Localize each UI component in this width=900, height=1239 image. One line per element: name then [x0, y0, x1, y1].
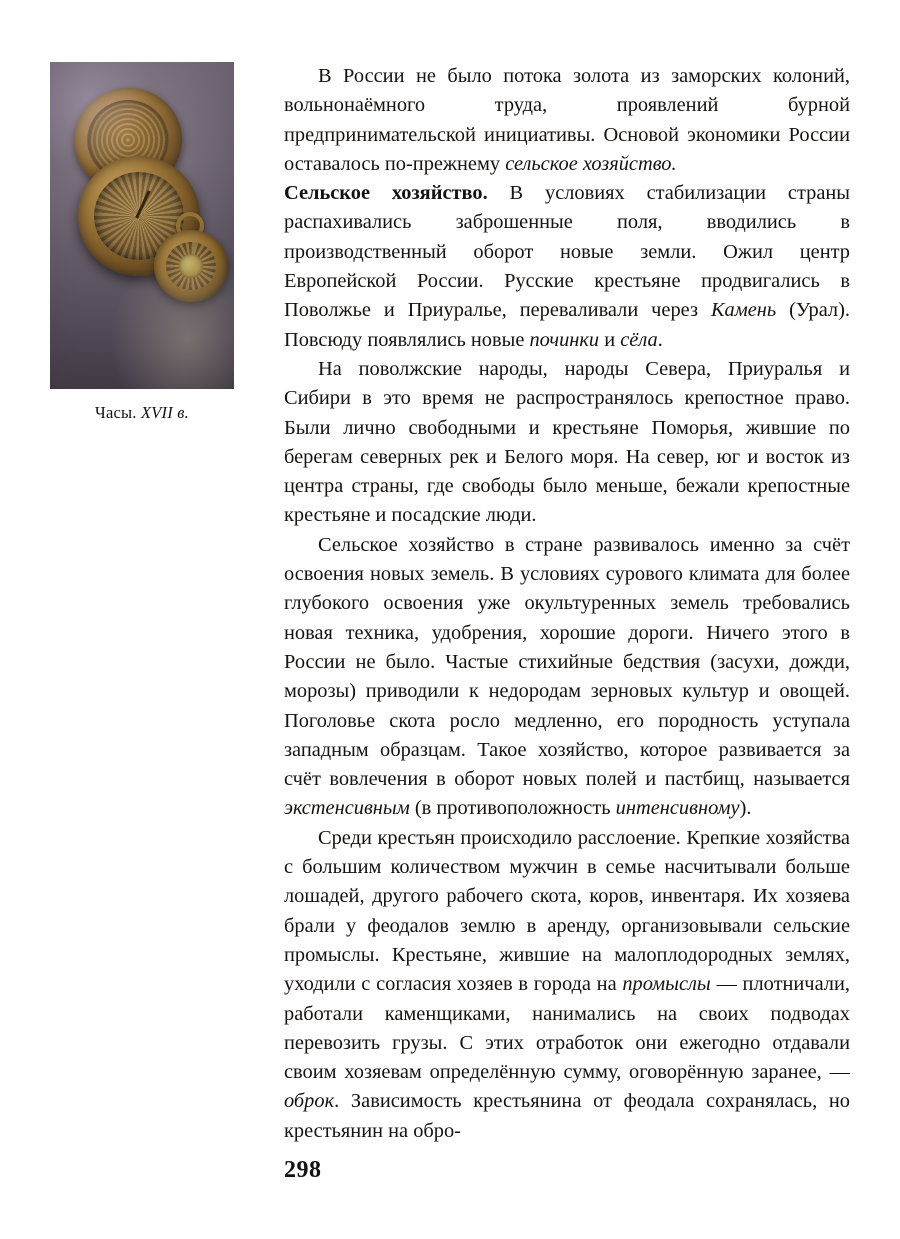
figure-caption-main: Часы. — [95, 403, 137, 422]
body-paragraph — [284, 824, 850, 1146]
text-run: Сельское хозяйство в стране развивалось именно за счёт освоения новых земель. В условиях сурового климата для более глубокого освоения уже окультуренных земель требовались новая техника, удобрения, хорошие дороги. Ничего этого в России не было. Частые стихийные бедствия (засухи, дожди, морозы) приводили к недородам зерновых культур и овощей. Поголовье скота росло медленно, его породность уступала западным образцам. Такое хозяйство, которое развивается за счёт вовлечения в оборот новых полей и пастбищ, называется — [284, 533, 850, 791]
page-number: 298 — [284, 1157, 322, 1183]
emphasised-term: промыслы — [622, 973, 711, 996]
text-run: На поволжские народы, народы Севера, Приуралья и Сибири в это время не распространялось крепостное право. Были лично свободными и крестьяне Поморья, жившие по берегам северных рек и Белого моря. На север, юг и восток из центра страны, где свободы было меньше, бежали крепостные крестьяне и посадские люди. — [284, 357, 850, 527]
pocket-watch-image — [50, 62, 234, 389]
emphasised-term: починки — [529, 328, 600, 351]
body-paragraph — [284, 355, 850, 531]
body-paragraph — [284, 179, 850, 355]
emphasised-term: сёла — [620, 328, 658, 351]
emphasised-term: экстенсивным — [284, 797, 410, 820]
text-run: . Зависимость крестьянина от феодала сохранялась, но крестьянин на обро- — [284, 1090, 850, 1142]
text-run: ). — [739, 797, 752, 820]
watch-filigree-shape — [154, 230, 228, 302]
emphasised-term: оброк — [284, 1090, 335, 1113]
figure-caption — [50, 403, 234, 423]
emphasised-term: сельское хозяйство. — [505, 152, 677, 175]
text-run: — плотничали, работали каменщиками, нанимались на своих подводах перевозить грузы. С этих отработок они ежегодно отдавали своим хозяевам определённую сумму, оговорённую заранее, — — [284, 973, 850, 1084]
text-run: В условиях стабилизации страны распахивались заброшенные поля, вводились в производственный оборот новые земли. Ожил центр Европейской России. Русские крестьяне продвигались в Поволжье и Приуралье, переваливали через — [284, 182, 850, 322]
text-run: (в противоположность — [409, 797, 616, 820]
text-run: и — [599, 328, 621, 351]
text-run: Среди крестьян происходило расслоение. Крепкие хозяйства с большим количеством мужчин в семье насчитывали больше лошадей, другого рабочего скота, коров, инвентаря. Их хозяева брали у феодалов землю в аренду, организовывали сельские промыслы. Крестьяне, жившие на малоплодородных землях, уходили с согласия хозяев в города на — [284, 826, 850, 996]
text-run: . — [657, 328, 663, 351]
emphasised-term: интенсивному — [615, 797, 740, 820]
emphasised-term: Камень — [710, 299, 777, 322]
figure-pocket-watch — [50, 62, 234, 423]
figure-caption-date: XVII в. — [140, 403, 189, 422]
section-heading-inline: Сельское хозяйство. — [284, 182, 488, 205]
text-run: (Урал). Повсюду появлялись новые — [284, 299, 850, 351]
body-text-column — [284, 62, 850, 1146]
body-paragraph — [284, 62, 850, 179]
body-paragraph — [284, 531, 850, 824]
text-run: В России не было потока золота из заморских колоний, вольнонаёмного труда, проявлений бурной предпринимательской инициативы. Основой экономики России оставалось по-прежнему — [284, 65, 850, 175]
